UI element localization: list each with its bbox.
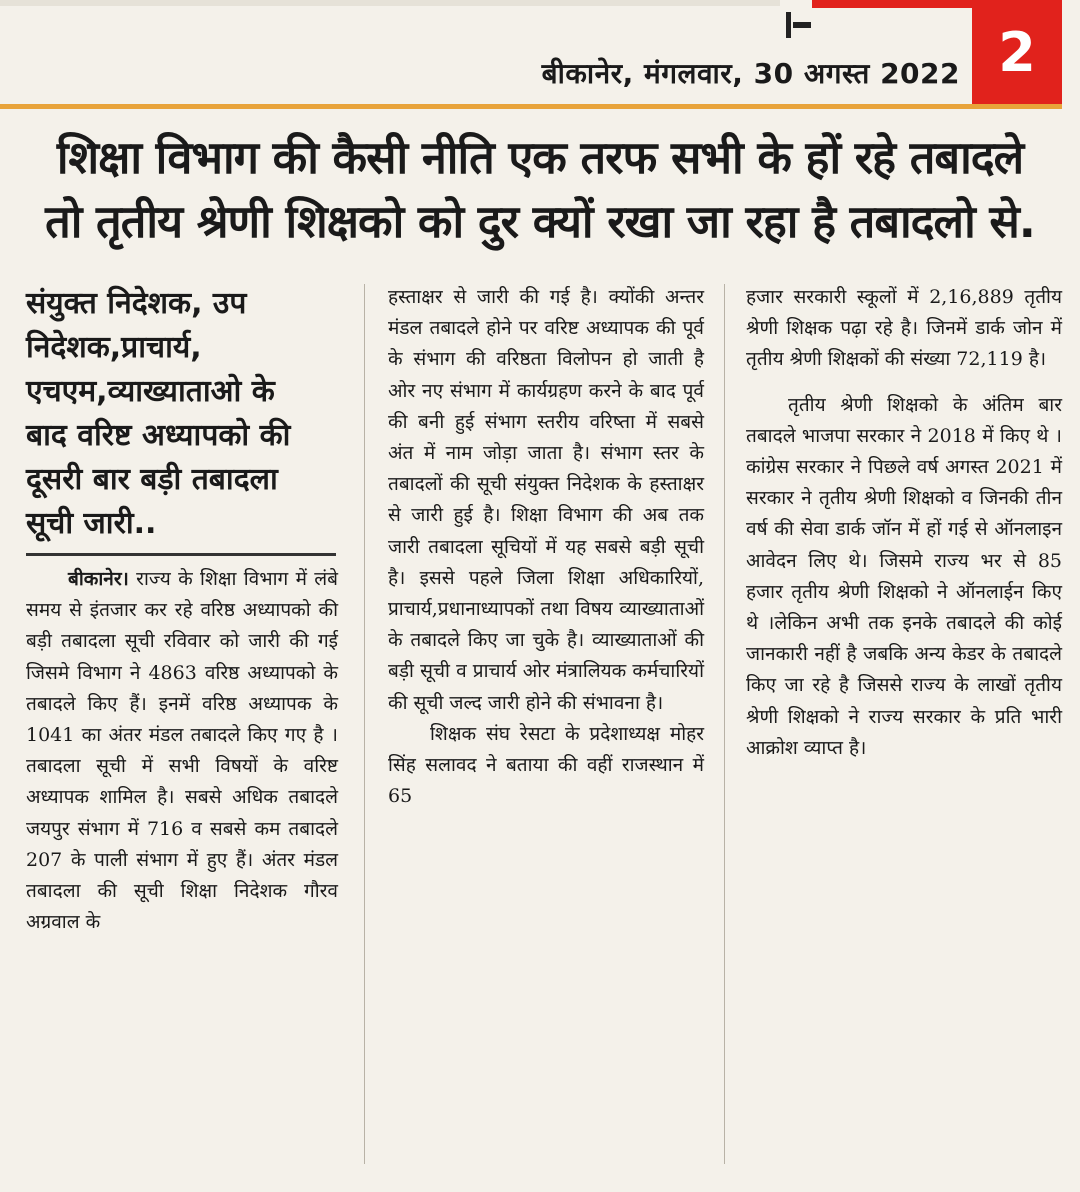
subheadline: संयुक्त निदेशक, उप निदेशक,प्राचार्य, एचएम,व्याख्याताओ के बाद वरिष्ट अध्यापको की दूसरी बार बड़ी तबादला सूची जारी.. (26, 286, 291, 541)
headline-line-2: तो तृतीय श्रेणी शिक्षको को दुर क्यों रखा जा रहा है तबादलो से. (45, 195, 1035, 248)
column-divider-1 (364, 284, 365, 1164)
article-dateline: बीकानेर। (68, 568, 129, 590)
page-number-badge: 2 (972, 0, 1062, 106)
headline-line-1: शिक्षा विभाग की कैसी नीति एक तरफ सभी के हों रहे तबादले (56, 131, 1024, 184)
column-1-text: राज्य के शिक्षा विभाग में लंबे समय से इंतजार कर रहे वरिष्ठ अध्यापको की बड़ी तबादला सूची रविवार को जारी की गई जिसमे विभाग ने 4863 वरिष्ठ अध्यापको के तबादले किए हैं। इनमें वरिष्ठ अध्यापक के 1041 का अंतर मंडल तबादले किए गए है ।तबादला सूची में सभी विषयों के वरिष्ट अध्यापक शामिल है। सबसे अधिक तबादले जयपुर संभाग में 716 व सबसे कम तबादले 207 के पाली संभाग में हुए हैं। अंतर मंडल तबादला की सूची शिक्षा निदेशक गौरव अग्रवाल के (26, 568, 339, 934)
column-divider-2 (724, 284, 725, 1164)
column-2-paragraph-2: शिक्षक संघ रेसटा के प्रदेशाध्यक्ष मोहर सिंह सलावद ने बताया की वहीं राजस्थान में 65 (388, 722, 704, 808)
article-column-1 (26, 564, 338, 938)
column-2-paragraph-1: हस्ताक्षर से जारी की गई है। क्योंकी अन्तर मंडल तबादले होने पर वरिष्ट अध्यापक की पूर्व के संभाग की वरिष्ठता विलोपन हो जाती है ओर नए संभाग में कार्यग्रहण करने के बाद पूर्व की बनी हुई संभाग स्तरीय वरिष्ता में सबसे अंत में नाम जोड़ा जाता है। संभाग स्तर के तबादलों की सूची संयुक्त निदेशक के हस्ताक्षर से जारी हुई है। शिक्षा विभाग की अब तक जारी तबादला सूचियों में यह सबसे बड़ी सूची है। इससे पहले जिला शिक्षा अधिकारियों, प्राचार्य,प्रधानाध्यापकों तथा विषय व्याख्याताओं के तबादले किए जा चुके है। व्याख्याताओं की बड़ी सूची व प्राचार्य ओर मंत्रालियक कर्मचारियों की सूची जल्द जारी होने की संभावना है। (388, 286, 704, 714)
column-3-paragraph-2: तृतीय श्रेणी शिक्षको के अंतिम बार तबादले भाजपा सरकार ने 2018 में किए थे ।कांग्रेस सरकार ने पिछले वर्ष अगस्त 2021 में सरकार ने तृतीय श्रेणी शिक्षको व जिनकी तीन वर्ष की सेवा डार्क जॉन में हों गई से ऑनलाइन आवेदन लिए थे। जिसमे राज्य भर से 85 हजार तृतीय श्रेणी शिक्षको ने ऑनलाईन किए थे ।लेकिन अभी तक इनके तबादले की कोई जानकारी नहीं है जबकि अन्य केडर के तबादले किए जा रहे है जिससे राज्य के लाखों तृतीय श्रेणी शिक्षको ने राज्य सरकार के प्रति भारी आक्रोश व्याप्त है। (746, 393, 1062, 759)
subheadline-rule (26, 553, 336, 556)
headline (0, 126, 1080, 254)
article-column-2 (388, 282, 704, 812)
masthead-marker-icon (786, 6, 812, 44)
masthead-dateline: बीकानेर, मंगलवार, 30 अगस्त 2022 (541, 57, 960, 90)
article-column-3 (746, 282, 1062, 764)
top-border (0, 0, 780, 6)
column-3-paragraph-1: हजार सरकारी स्कूलों में 2,16,889 तृतीय श्रेणी शिक्षक पढ़ा रहे है। जिनमें डार्क जोन में तृतीय श्रेणी शिक्षकों की संख्या 72,119 है। (746, 286, 1062, 371)
masthead-rule (0, 104, 1062, 109)
